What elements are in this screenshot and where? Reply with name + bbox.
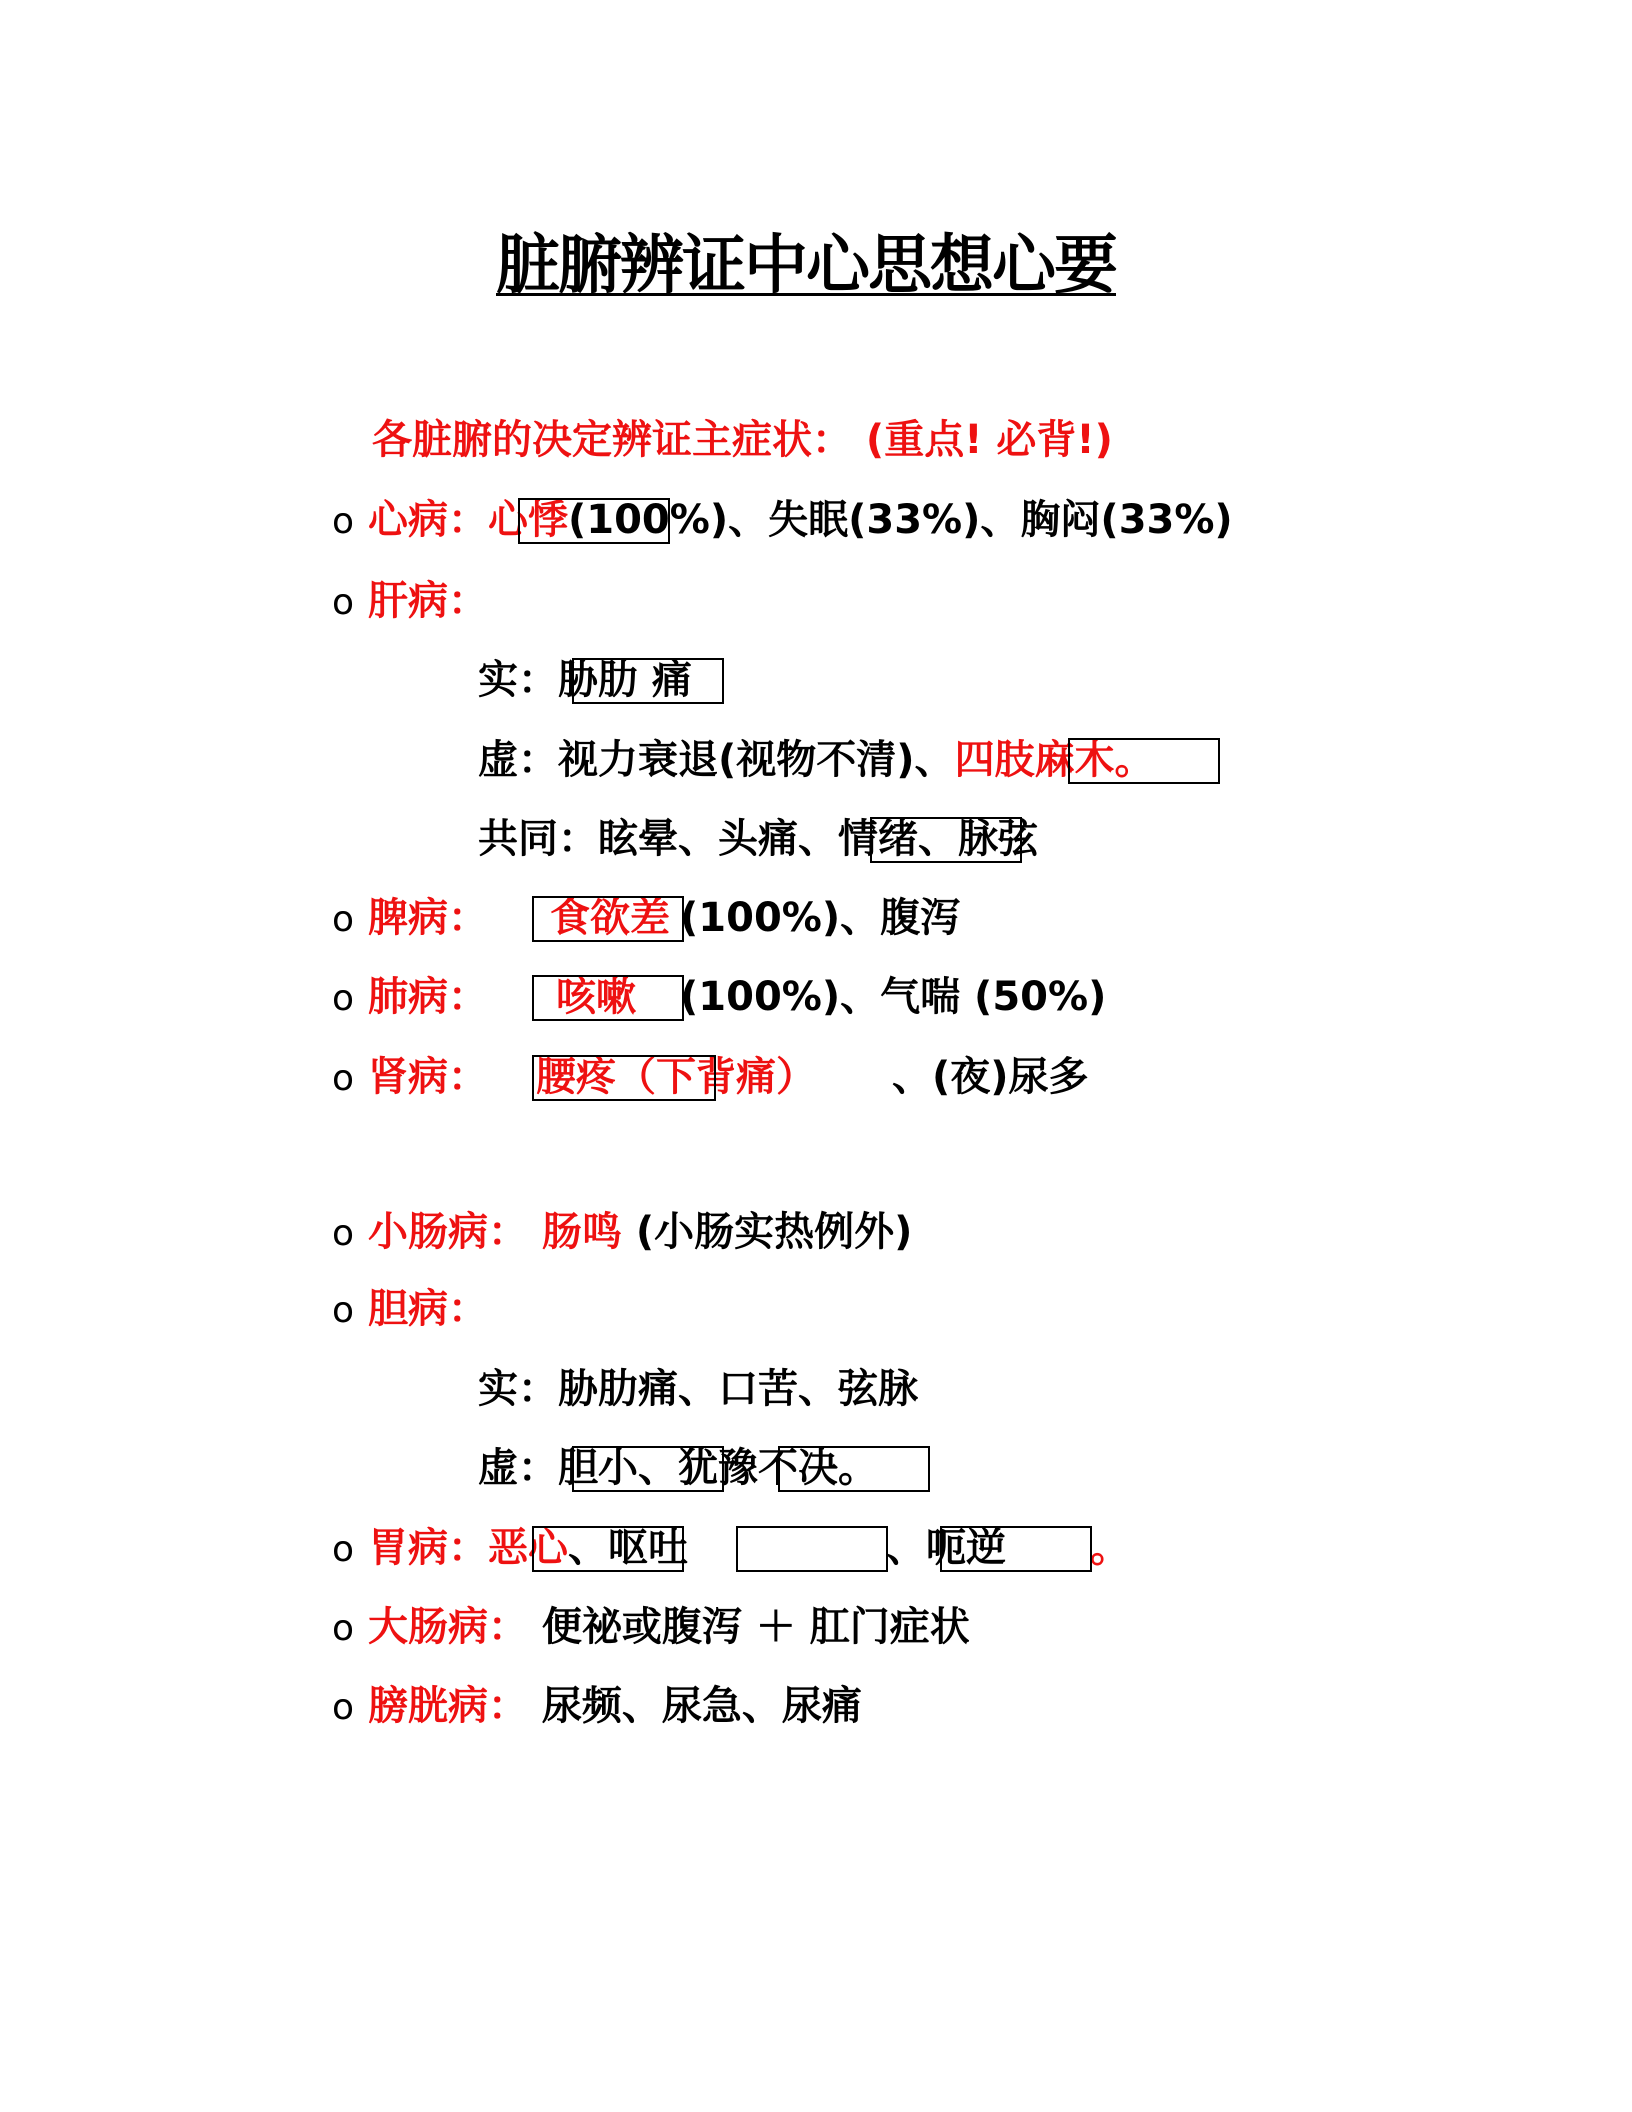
small-intestine-key-symptom: 肠鸣 <box>541 1209 622 1255</box>
gallbladder-label: 胆病： <box>367 1286 488 1332</box>
answer-box <box>532 1055 716 1101</box>
stomach-hiccup: 、呃逆 <box>886 1525 1006 1571</box>
answer-box <box>518 498 670 544</box>
heart-label: 心病： <box>367 497 488 543</box>
spleen-row <box>332 894 488 944</box>
answer-box <box>532 1526 684 1572</box>
bladder-label: 膀胱病： <box>367 1683 528 1729</box>
bullet-marker: o <box>332 1213 355 1254</box>
liver-excess-label: 实： <box>478 657 558 703</box>
page-title: 脏腑辨证中心思想心要 <box>496 229 1116 303</box>
heart-row <box>332 496 1233 546</box>
gallbladder-deficiency-text: 胆小、犹豫不决。 <box>558 1445 878 1491</box>
kidney-key-symptom: 腰疼（下背痛） <box>536 1054 816 1100</box>
small-intestine-note: (小肠实热例外) <box>621 1209 913 1255</box>
kidney-label: 肾病： <box>367 1054 488 1100</box>
gallbladder-deficiency-label: 虚： <box>478 1445 558 1491</box>
heart-other-symptoms: (100%)、失眠(33%)、胸闷(33%) <box>567 497 1233 543</box>
spleen-label: 脾病： <box>367 895 488 941</box>
heart-key-symptom: 心悸 <box>487 497 568 543</box>
liver-deficiency-text: 视力衰退(视物不清)、 <box>558 737 955 783</box>
stomach-end-punct: 。 <box>1090 1525 1130 1571</box>
liver-excess-text: 胁肋 痛 <box>558 657 692 703</box>
gallbladder-excess-text: 胁肋痛、口苦、弦脉 <box>558 1366 918 1412</box>
spleen-key-symptom: 食欲差 <box>550 895 670 941</box>
large-intestine-row <box>332 1603 970 1653</box>
small-intestine-row <box>332 1208 912 1258</box>
liver-common-label: 共同： <box>478 816 598 862</box>
small-intestine-label: 小肠病： <box>367 1209 528 1255</box>
bullet-marker: o <box>332 501 355 542</box>
stomach-key-symptom: 恶心 <box>487 1525 568 1571</box>
bladder-row <box>332 1682 862 1732</box>
gallbladder-row <box>332 1285 488 1335</box>
lung-label: 肺病： <box>367 974 488 1020</box>
answer-box <box>532 975 684 1021</box>
answer-box <box>940 1526 1092 1572</box>
stomach-vomiting: 、呕吐 <box>567 1525 688 1571</box>
lung-other-symptoms: (100%)、气喘 (50%) <box>680 974 1107 1020</box>
answer-box <box>778 1446 930 1492</box>
lung-row <box>332 973 488 1023</box>
bullet-marker: o <box>332 1529 355 1570</box>
large-intestine-symptoms: 便祕或腹泻 ＋ 肛门症状 <box>527 1604 970 1650</box>
answer-box <box>572 658 724 704</box>
liver-deficiency-red-text: 四肢麻木。 <box>954 737 1155 783</box>
bullet-marker: o <box>332 1290 355 1331</box>
intro-heading: 各脏腑的决定辨证主症状： (重点! 必背!) <box>372 417 1113 463</box>
liver-deficiency-label: 虚： <box>478 737 558 783</box>
bullet-marker: o <box>332 978 355 1019</box>
kidney-other-symptoms: 、(夜)尿多 <box>892 1054 1089 1100</box>
large-intestine-label: 大肠病： <box>367 1604 528 1650</box>
bullet-marker: o <box>332 1608 355 1649</box>
stomach-label: 胃病： <box>367 1525 488 1571</box>
liver-row <box>332 577 488 627</box>
answer-box <box>736 1526 888 1572</box>
bullet-marker: o <box>332 899 355 940</box>
bullet-marker: o <box>332 1687 355 1728</box>
bullet-marker: o <box>332 1058 355 1099</box>
bladder-symptoms: 尿频、尿急、尿痛 <box>527 1683 862 1729</box>
answer-box <box>870 817 1022 863</box>
answer-box <box>1068 738 1220 784</box>
answer-box <box>572 1446 724 1492</box>
kidney-row <box>332 1053 488 1103</box>
bullet-marker: o <box>332 582 355 623</box>
gallbladder-excess-label: 实： <box>478 1366 558 1412</box>
liver-common-text: 眩晕、头痛、情绪、脉弦 <box>598 816 1038 862</box>
lung-key-symptom: 咳嗽 <box>556 974 636 1020</box>
liver-deficiency-row <box>478 736 1155 784</box>
spleen-other-symptoms: (100%)、腹泻 <box>680 895 961 941</box>
answer-box <box>532 896 684 942</box>
liver-label: 肝病： <box>367 578 488 624</box>
gallbladder-excess-row <box>478 1365 918 1413</box>
